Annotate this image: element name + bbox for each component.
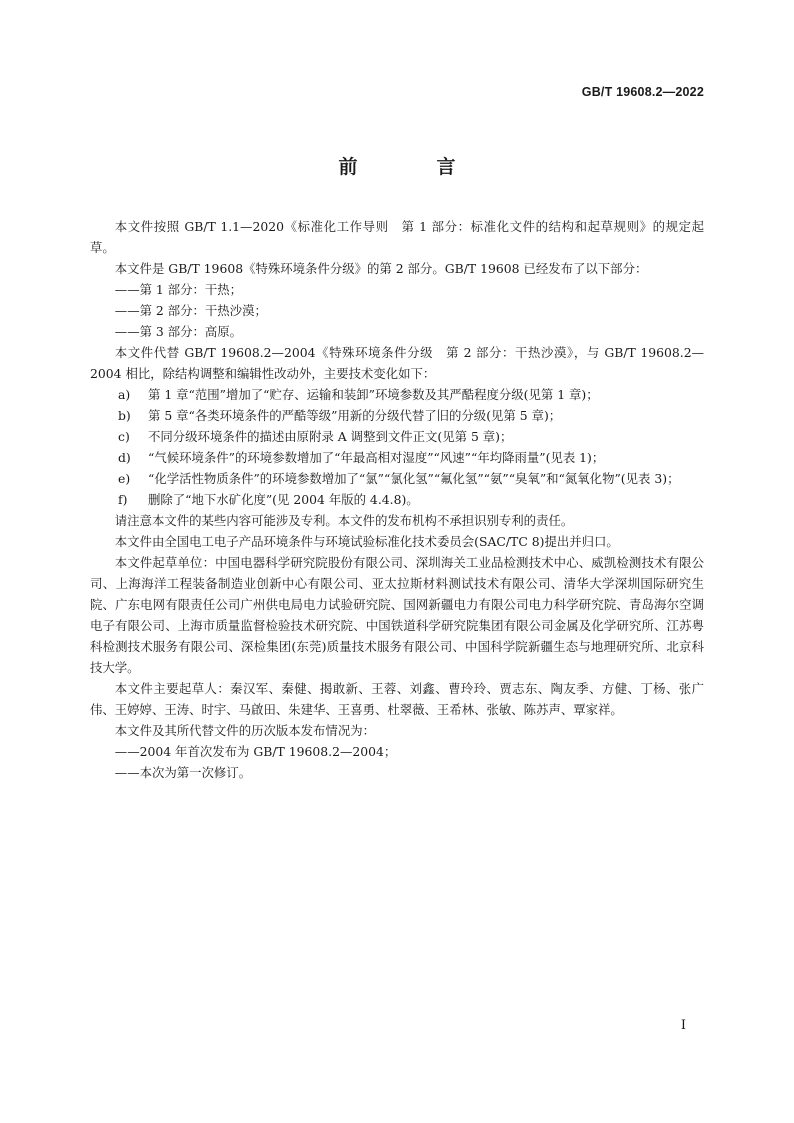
change-item-marker: d) xyxy=(118,450,131,465)
change-item-c xyxy=(90,426,704,447)
change-item-marker: c) xyxy=(118,429,130,444)
change-item-text: 第 5 章“各类环境条件的严酷等级”用新的分级代替了旧的分级(见第 5 章)； xyxy=(148,408,562,423)
change-item-b xyxy=(90,405,704,426)
change-item-d xyxy=(90,447,704,468)
change-item-text: 不同分级环境条件的描述由原附录 A 调整到文件正文(见第 5 章)； xyxy=(148,429,513,444)
list-item-part-3: ——第 3 部分：高原。 xyxy=(114,324,243,339)
change-item-text: 第 1 章“范围”增加了“贮存、运输和装卸”环境参数及其严酷程度分级(见第 1 章)； xyxy=(148,387,599,402)
paragraph-proposer: 本文件由全国电工电子产品环境条件与环境试验标准化技术委员会(SAC/TC 8)提出并归口。 xyxy=(114,534,619,549)
change-item-text: “化学活性物质条件”的环境参数增加了“氯”“氯化氢”“氟化氢”“氨”“臭氧”和“氮氧化物”(见表 3)； xyxy=(148,471,680,486)
change-item-text: 删除了“地下水矿化度”(见 2004 年版的 4.4.8)。 xyxy=(148,492,419,507)
change-item-marker: f) xyxy=(118,492,128,507)
change-item-text: “气候环境条件”的环境参数增加了“年最高相对湿度”“风速”“年均降雨量”(见表 1)； xyxy=(148,450,605,465)
change-item-marker: a) xyxy=(118,387,131,402)
paragraph-history-intro: 本文件及其所代替文件的历次版本发布情况为： xyxy=(114,723,375,738)
list-item-part-2: ——第 2 部分：干热沙漠； xyxy=(114,303,267,318)
list-item-history-revision: ——本次为第一次修订。 xyxy=(114,765,252,780)
paragraph-drafters: 本文件主要起草人：秦汉军、秦健、揭敢新、王蓉、刘鑫、曹玲玲、贾志东、陶友季、方健、丁杨、张广伟、王婷婷、王涛、时宇、马啟田、朱建华、王喜勇、杜翠薇、王希林、张敏、陈苏声、覃家祥。 xyxy=(90,681,704,717)
paragraph-parts-intro: 本文件是 GB/T 19608《特殊环境条件分级》的第 2 部分。GB/T 19608 已经发布了以下部分： xyxy=(114,261,648,276)
list-item-history-2004: ——2004 年首次发布为 GB/T 19608.2—2004； xyxy=(114,744,397,759)
page-title: 前 言 xyxy=(338,156,486,178)
change-item-marker: b) xyxy=(118,408,131,423)
change-item-marker: e) xyxy=(118,471,131,486)
list-item-part-1: ——第 1 部分：干热； xyxy=(114,282,243,297)
change-item-e xyxy=(90,468,704,489)
change-item-a xyxy=(90,384,704,405)
paragraph-replacement: 本文件代替 GB/T 19608.2—2004《特殊环境条件分级 第 2 部分：干热沙漠》，与 GB/T 19608.2—2004 相比，除结构调整和编辑性改动外，主要技术变化如下： xyxy=(90,345,704,381)
change-item-f xyxy=(90,489,704,510)
paragraph-patent-notice: 请注意本文件的某些内容可能涉及专利。本文件的发布机构不承担识别专利的责任。 xyxy=(114,513,574,528)
standard-code: GB/T 19608.2—2022 xyxy=(581,85,704,99)
paragraph-drafting-rules: 本文件按照 GB/T 1.1—2020《标准化工作导则 第 1 部分：标准化文件的结构和起草规则》的规定起草。 xyxy=(90,219,704,255)
paragraph-drafting-units: 本文件起草单位：中国电器科学研究院股份有限公司、深圳海关工业品检测技术中心、威凯检测技术有限公司、上海海洋工程装备制造业创新中心有限公司、亚太拉斯材料测试技术有限公司、清华大学深圳国际研究生院、广东电网有限责任公司广州供电局电力试验研究院、国网新疆电力有限公司电力科学研究院、青岛海尔空调电子有限公司、上海市质量监督检验技术研究院、中国铁道科学研究院集团有限公司金属及化学研究所、江苏粤科检测技术服务有限公司、深检集团(东莞)质量技术服务有限公司、中国科学院新疆生态与地理研究所、北京科技大学。 xyxy=(90,555,704,675)
page-number: I xyxy=(680,1018,686,1033)
foreword-body xyxy=(90,216,704,783)
